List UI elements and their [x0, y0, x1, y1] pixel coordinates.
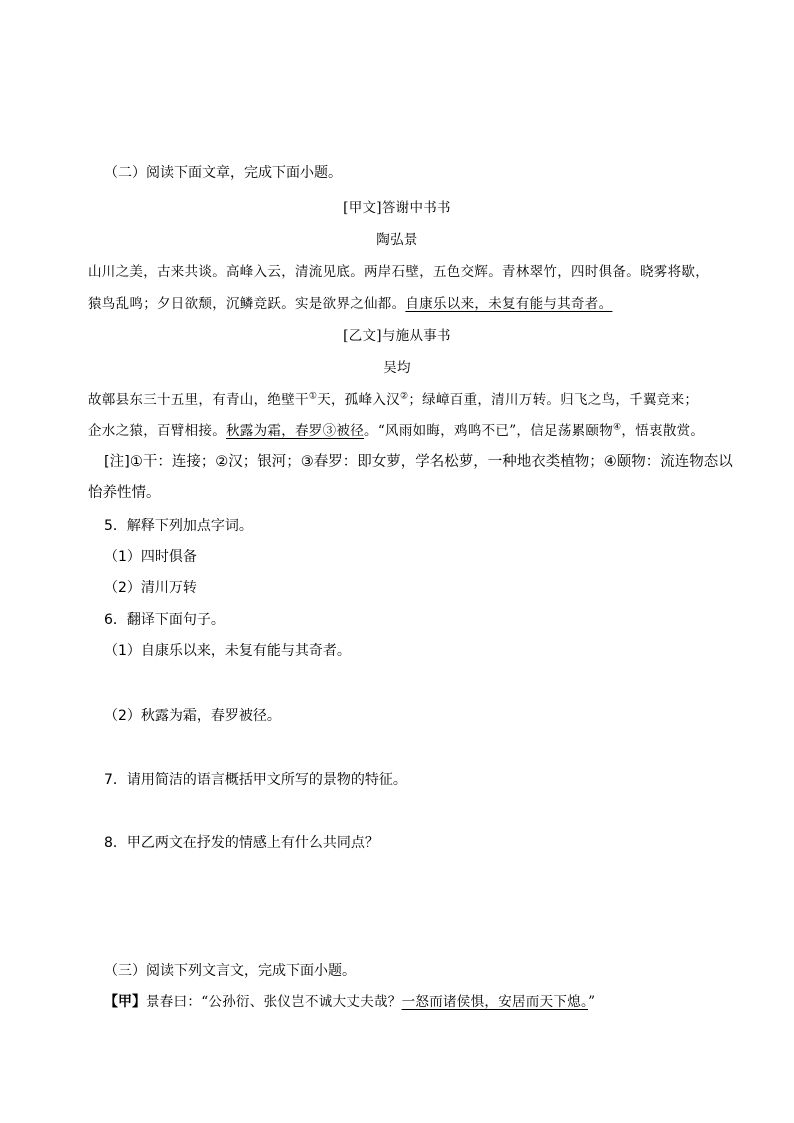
jia-author: 陶弘景 — [376, 232, 418, 248]
jia-quote-text: 景春曰：“公孙衍、张仪岂不诚大丈夫哉？ — [146, 994, 402, 1010]
jia-quote-end: ” — [588, 994, 596, 1010]
question-5: 5．解释下列加点字词。 — [104, 518, 253, 534]
yi-paragraph-line-1 — [88, 390, 698, 410]
section3-jia-line — [104, 992, 595, 1012]
yi-title: [乙文]与施从事书 — [343, 328, 451, 344]
annotation-line-2: 怡养性情。 — [88, 485, 161, 501]
question-6: 6．翻译下面句子。 — [104, 612, 225, 628]
yi-paragraph-line-2 — [88, 421, 704, 441]
yi-author: 吴均 — [383, 360, 411, 376]
jia-underlined-sentence: 自康乐以来，未复有能与其奇者。 — [405, 296, 613, 312]
footnote-4: ④ — [613, 422, 622, 433]
question-8: 8．甲乙两文在抒发的情感上有什么共同点？ — [104, 835, 379, 851]
jia-text: 猿鸟乱鸣；夕日欲颓，沉鳞竞跃。实是欲界之仙都。 — [88, 296, 406, 312]
footnote-3: ③ — [322, 423, 337, 439]
section2-intro: （二）阅读下面文章，完成下面小题。 — [104, 165, 342, 181]
jia-paragraph-line-1: 山川之美，古来共谈。高峰入云，清流见底。两岸石壁，五色交辉。青林翠竹，四时俱备。晓雾将歇， — [88, 264, 709, 280]
jia-paragraph-line-2 — [88, 294, 612, 314]
yi-text: 。“风雨如晦，鸡鸣不已”，信足荡累颐物 — [364, 423, 614, 439]
yi-underlined-text: 被径 — [336, 423, 365, 439]
yi-text: 企水之猿，百臂相接。 — [88, 423, 226, 439]
question-5-1: （1）四时俱备 — [104, 549, 197, 565]
question-6-1: （1）自康乐以来，未复有能与其奇者。 — [104, 643, 351, 659]
yi-text: ，悟衷散赏。 — [621, 423, 705, 439]
footnote-2: ② — [400, 391, 409, 402]
jia-label: 【甲】 — [104, 994, 146, 1010]
jia-title: [甲文]答谢中书书 — [343, 200, 451, 216]
yi-text: 天，孤峰入汉 — [317, 392, 400, 408]
question-6-2: （2）秋露为霜，春罗被径。 — [104, 708, 281, 724]
yi-underlined-text: 秋露为霜，春罗 — [226, 423, 323, 439]
yi-text: 故鄣县东三十五里，有青山，绝壁干 — [88, 392, 309, 408]
yi-underlined-sentence — [226, 423, 364, 439]
jia-quote-underlined: 一怒而诸侯惧，安居而天下熄。 — [401, 994, 589, 1010]
section3-intro: （三）阅读下列文言文，完成下面小题。 — [104, 963, 356, 979]
annotation-line-1: [注]①干：连接；②汉；银河；③春罗：即女萝，学名松萝，一种地衣类植物；④颐物：流连物态以 — [104, 454, 733, 470]
question-5-2: （2）清川万转 — [104, 580, 197, 596]
yi-text: ；绿嶂百重，清川万转。归飞之鸟，千翼竞来； — [408, 392, 699, 408]
footnote-1: ① — [308, 391, 318, 402]
question-7: 7．请用简洁的语言概括甲文所写的景物的特征。 — [104, 772, 407, 788]
